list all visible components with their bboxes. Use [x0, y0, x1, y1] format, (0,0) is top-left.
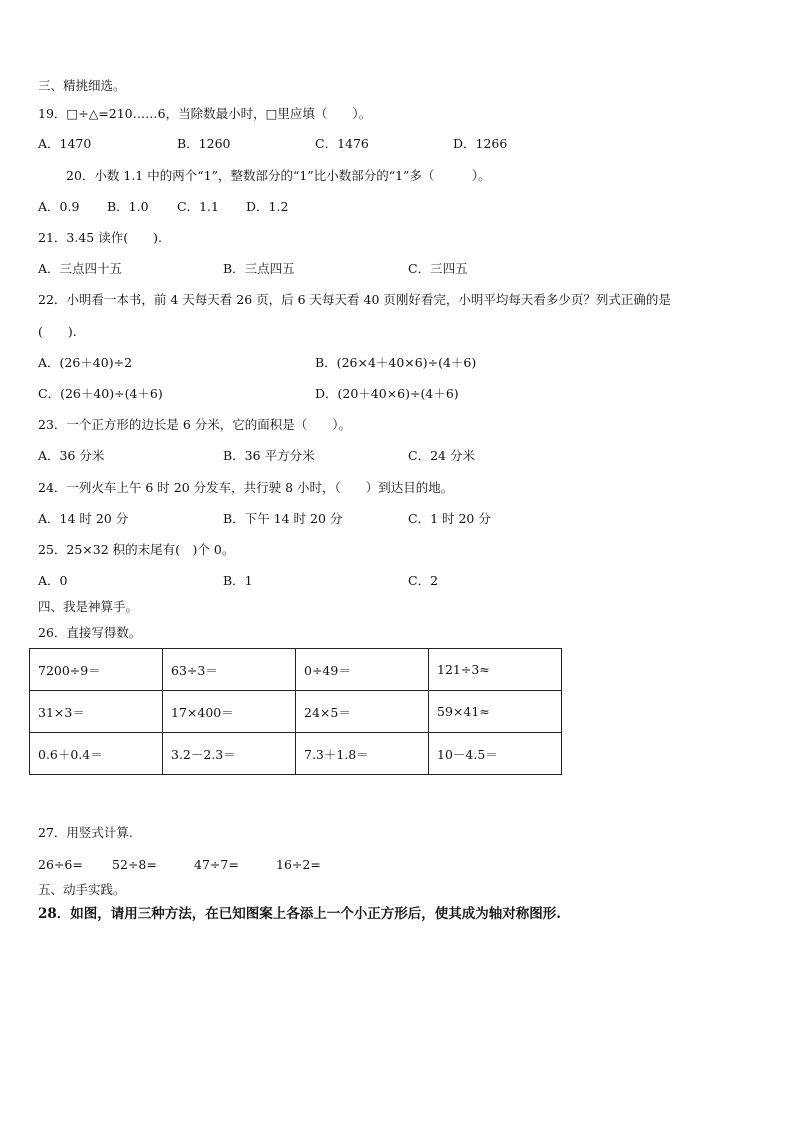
q20-option-c: C．1.1	[177, 199, 219, 214]
q26-calculation-table	[29, 648, 562, 775]
q24-option-b: B．下午 14 时 20 分	[223, 511, 343, 526]
q25-option-a: A．0	[38, 573, 68, 588]
table-row	[30, 733, 562, 775]
q21-option-c: C．三四五	[408, 261, 468, 276]
table-cell: 59×41≈	[429, 691, 562, 733]
q23-stem: 23．一个正方形的边长是 6 分米，它的面积是（ ）。	[38, 417, 352, 432]
q27-item: 16÷2=	[276, 857, 321, 872]
q27-item: 47÷7=	[194, 857, 239, 872]
q27-item: 26÷6=	[38, 857, 83, 872]
q19-option-c: C．1476	[315, 136, 369, 151]
q23-option-c: C．24 分米	[408, 448, 475, 463]
q19-option-a: A．1470	[38, 136, 92, 151]
q23-option-b: B．36 平方分米	[223, 448, 315, 463]
q25-option-b: B．1	[223, 573, 253, 588]
table-cell: 7200÷9＝	[30, 649, 163, 691]
table-cell: 63÷3＝	[163, 649, 296, 691]
q25-stem: 25．25×32 积的末尾有( )个 0。	[38, 542, 235, 557]
q19-stem: 19．□÷△=210……6，当除数最小时，□里应填（ ）。	[38, 106, 372, 121]
table-row	[30, 649, 562, 691]
q22-option-c: C．(26＋40)÷(4＋6)	[38, 386, 163, 401]
q21-stem: 21．3.45 读作( ).	[38, 230, 162, 245]
table-cell: 0.6＋0.4＝	[30, 733, 163, 775]
q25-option-c: C．2	[408, 573, 439, 588]
q22-option-b: B．(26×4＋40×6)÷(4＋6)	[315, 355, 477, 370]
q22-option-d: D．(20＋40×6)÷(4＋6)	[315, 386, 459, 401]
q20-stem: 20．小数 1.1 中的两个“1”，整数部分的“1”比小数部分的“1”多（ ）。	[66, 168, 491, 183]
q21-option-a: A．三点四十五	[38, 261, 123, 276]
q24-option-a: A．14 时 20 分	[38, 511, 129, 526]
table-cell: 3.2－2.3＝	[163, 733, 296, 775]
q22-stem-continued: ( ).	[38, 324, 77, 339]
q28-stem: 28．如图，请用三种方法，在已知图案上各添上一个小正方形后，使其成为轴对称图形.	[38, 906, 561, 922]
q26-stem: 26．直接写得数。	[38, 625, 142, 640]
section-3-title: 三、精挑细选。	[38, 78, 126, 93]
section-4-title: 四、我是神算手。	[38, 599, 139, 614]
q19-option-b: B．1260	[177, 136, 231, 151]
q22-option-a: A．(26＋40)÷2	[38, 355, 133, 370]
q19-option-d: D．1266	[453, 136, 508, 151]
table-cell: 24×5＝	[296, 691, 429, 733]
q21-option-b: B．三点四五	[223, 261, 295, 276]
table-cell: 7.3＋1.8＝	[296, 733, 429, 775]
section-5-title: 五、动手实践。	[38, 882, 126, 897]
q27-item: 52÷8=	[112, 857, 157, 872]
q27-stem: 27．用竖式计算.	[38, 825, 133, 840]
q20-option-d: D．1.2	[246, 199, 289, 214]
table-cell: 0÷49＝	[296, 649, 429, 691]
table-row	[30, 691, 562, 733]
q20-option-b: B．1.0	[107, 199, 149, 214]
table-cell: 17×400＝	[163, 691, 296, 733]
q24-option-c: C．1 时 20 分	[408, 511, 491, 526]
q20-option-a: A．0.9	[38, 199, 80, 214]
q23-option-a: A．36 分米	[38, 448, 105, 463]
q22-stem: 22．小明看一本书，前 4 天每天看 26 页，后 6 天每天看 40 页刚好看完，小明平均每天看多少页？列式正确的是	[38, 292, 671, 307]
q24-stem: 24．一列火车上午 6 时 20 分发车，共行驶 8 小时，（ ）到达目的地。	[38, 480, 454, 495]
table-cell: 31×3＝	[30, 691, 163, 733]
table-cell: 121÷3≈	[429, 649, 562, 691]
table-cell: 10－4.5＝	[429, 733, 562, 775]
